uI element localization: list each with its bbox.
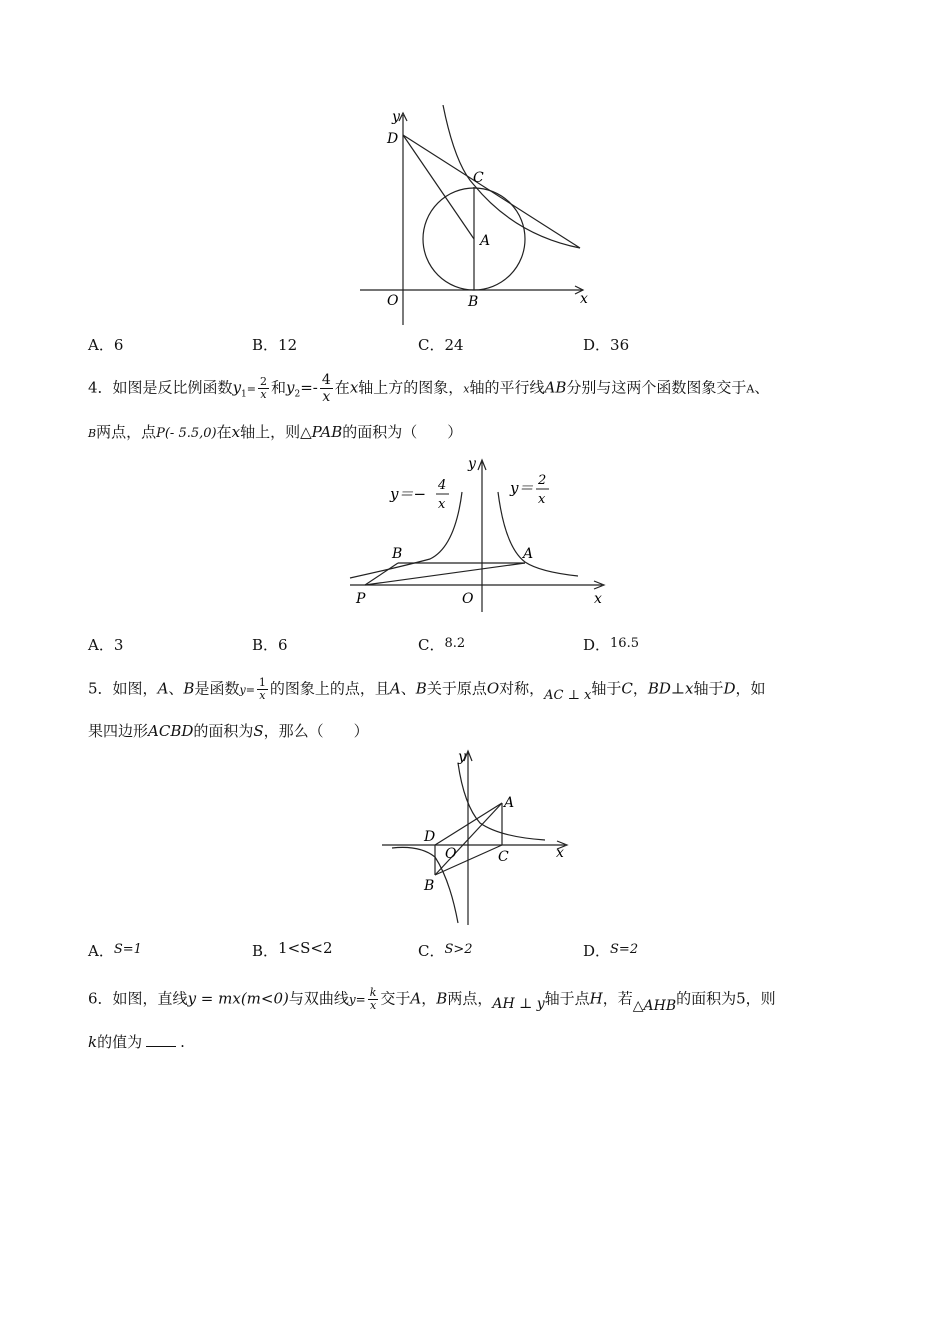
label-d: D: [387, 131, 399, 147]
label-y: y: [468, 456, 476, 472]
label-o: O: [445, 846, 457, 862]
q6-stem-line2: k的值为 .: [88, 1033, 185, 1051]
label-curve-right-den: x: [538, 492, 546, 507]
q4-option-b: B．6: [252, 636, 288, 654]
q5-option-a: A．S=1: [88, 942, 142, 960]
figure-q5-symmetric-points: [380, 745, 575, 930]
label-b: B: [468, 294, 479, 310]
label-curve-right: y＝: [510, 479, 534, 497]
hyperbola: [443, 105, 580, 248]
label-x: x: [580, 291, 588, 307]
label-o: O: [462, 591, 474, 607]
tangent-line-dc: [403, 135, 580, 248]
q4-stem-line2: B两点，点P(- 5.5,0)在x轴上，则△PAB的面积为（ ）: [88, 423, 463, 441]
segment-pa: [365, 563, 525, 585]
label-curve-left: y＝−: [390, 485, 427, 503]
label-curve-left-den: x: [438, 497, 446, 512]
q4-option-a: A．3: [88, 636, 124, 654]
q5-option-b: B．1<S<2: [252, 939, 333, 960]
label-p: P: [356, 591, 366, 607]
q5-option-d: D．S=2: [583, 942, 639, 960]
label-x: x: [556, 845, 564, 861]
q5-stem-line1: 5．如图，A、B是函数y= $\frac{1}{x}$ 的图象上的点，且A、B关于原点O对称，AC ⊥ x轴于C，BD⊥x轴于D，如: [88, 676, 766, 703]
q4-option-d: D．16.5: [583, 636, 639, 654]
label-a: A: [504, 795, 515, 811]
label-curve-right-num: 2: [538, 473, 547, 488]
label-c: C: [498, 849, 509, 865]
segment-da: [403, 135, 474, 239]
q4-stem-line1: 4．如图是反比例函数$y_1=$ $\frac{2}{x}$ 和$y_2=-$ $\frac{4}{x}$ 在x轴上方的图象，x轴的平行线AB分别与这两个函数图象交于A、: [88, 372, 770, 405]
q3-option-c: C．24: [418, 336, 464, 354]
label-y: y: [392, 109, 400, 125]
q5-stem-line2: 果四边形ACBD的面积为S，那么（ ）: [88, 722, 369, 740]
label-a: A: [523, 546, 534, 562]
label-b: B: [424, 878, 435, 894]
q3-option-b: B．12: [252, 336, 298, 354]
label-d: D: [424, 829, 436, 845]
label-o: O: [387, 293, 399, 309]
figure-q4-two-hyperbolas: [340, 452, 615, 612]
label-c: C: [473, 170, 484, 186]
q6-stem-line1: 6．如图，直线y = mx(m<0)与双曲线y= $\frac{k}{x}$ 交于A，B两点，AH ⊥ y轴于点H，若△AHB的面积为5，则: [88, 986, 776, 1014]
label-a: A: [480, 233, 491, 249]
q3-option-d: D．36: [583, 336, 630, 354]
q3-option-a: A．6: [88, 336, 124, 354]
answer-blank[interactable]: [146, 1046, 176, 1047]
label-x: x: [594, 591, 602, 607]
q4-option-c: C．8.2: [418, 636, 466, 654]
label-y: y: [458, 749, 466, 765]
label-b: B: [392, 546, 403, 562]
figure-q3-circle-hyperbola: [355, 105, 595, 330]
q5-option-c: C．S>2: [418, 942, 473, 960]
label-curve-left-num: 4: [438, 478, 447, 493]
